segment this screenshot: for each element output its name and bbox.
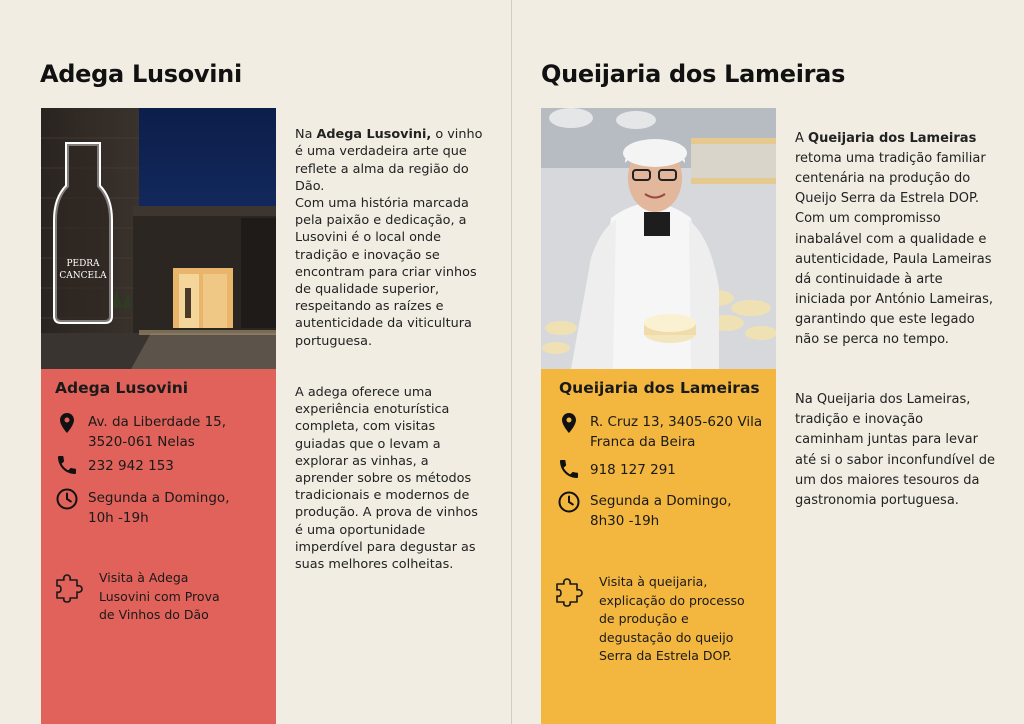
winery-photo [41, 108, 276, 369]
phone-row [557, 457, 676, 481]
map-pin-icon [55, 411, 79, 435]
phone-text: 232 942 153 [88, 458, 174, 474]
feature-text: Visita à Adega Lusovini com Prova de Vinhos do Dão [99, 570, 220, 622]
card-title: Adega Lusovini [55, 379, 189, 397]
clock-icon [55, 487, 79, 511]
description-paragraph-2: A adega oferece uma experiência enoturística completa, com visitas guiadas que o levam a explorar as vinhas, a aprender sobre os métodos tradicionais e modernos de produção. A prova de vinhos é uma oportunidade imperdível para degustar as suas melhores colheitas. [295, 385, 478, 573]
cheese-maker-photo [541, 108, 776, 369]
page-title-queijaria: Queijaria dos Lameiras [541, 60, 846, 88]
puzzle-piece-icon [53, 571, 91, 603]
hours-row [55, 487, 230, 528]
phone-text: 918 127 291 [590, 462, 676, 478]
description-adega [295, 109, 485, 590]
address-row [55, 411, 226, 452]
puzzle-piece-icon [553, 575, 591, 607]
phone-row [55, 453, 174, 477]
phone-icon [55, 453, 79, 477]
info-card-adega [41, 369, 276, 724]
hours-text: Segunda a Domingo, 8h30 -19h [590, 493, 732, 529]
feature-text: Visita à queijaria, explicação do processo de produção e degustação do queijo Serra da Estrela DOP. [599, 574, 745, 663]
feature-row [53, 569, 220, 625]
description-queijaria [795, 109, 995, 531]
card-title: Queijaria dos Lameiras [559, 379, 760, 397]
address-text: Av. da Liberdade 15, 3520-061 Nelas [88, 414, 227, 450]
phone-icon [557, 457, 581, 481]
bottle-sign-line2: CANCELA [59, 271, 107, 281]
hours-row [557, 490, 732, 531]
feature-row [553, 573, 745, 666]
info-card-queijaria [541, 369, 776, 724]
address-text: R. Cruz 13, 3405-620 Vila Franca da Beira [590, 414, 763, 450]
page-title-adega: Adega Lusovini [40, 60, 242, 88]
description-paragraph-1: Na Adega Lusovini, o vinho é uma verdadeira arte que reflete a alma da região do Dão. Com uma história marcada pela paixão e dedicação, a Lusovini é o local onde tradição e inovação se encontram para criar vinhos de qualidade superior, respeitando as raízes e autenticidade da viticultura portuguesa. [295, 127, 483, 349]
address-row [557, 411, 762, 452]
description-paragraph-1: A Queijaria dos Lameiras retoma uma tradição familiar centenária na produção do Queijo Serra da Estrela DOP. Com um compromisso inabalável com a qualidade e autenticidade, Paula Lameiras dá continuidade à arte iniciada por António Lameiras, garantindo que este legado não se perca no tempo. [795, 131, 994, 348]
description-paragraph-2: Na Queijaria dos Lameiras, tradição e inovação caminham juntas para levar até si o sabor inconfundível de um dos maiores tesouros da gastronomia portuguesa. [795, 392, 996, 508]
clock-icon [557, 490, 581, 514]
map-pin-icon [557, 411, 581, 435]
hours-text: Segunda a Domingo, 10h -19h [88, 490, 230, 526]
page-divider [511, 0, 512, 724]
bottle-sign-line1: PEDRA [66, 259, 100, 269]
